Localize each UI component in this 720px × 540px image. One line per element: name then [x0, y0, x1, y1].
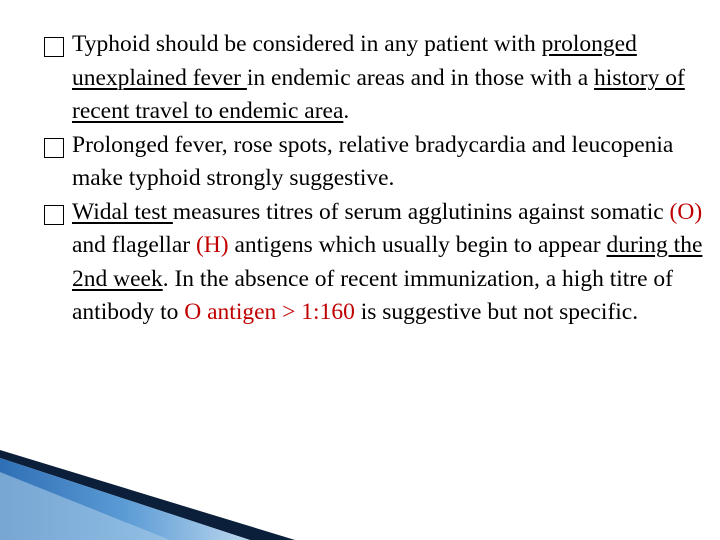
bullet-2-text [72, 132, 673, 192]
square-bullet-icon [44, 205, 64, 225]
underlined-phrase: Widal test [72, 198, 173, 225]
underlined-phrase: history of recent travel to endemic area [72, 64, 685, 124]
text-run: measures titres of serum agglutinins against somatic [172, 198, 670, 225]
bullet-item-3 [44, 196, 704, 330]
bullet-1-text [72, 31, 685, 124]
text-run: . [343, 98, 350, 124]
square-bullet-icon [44, 138, 64, 158]
text-run: in endemic areas and in those with a [246, 64, 595, 91]
red-highlight: O antigen > 1:160 [184, 299, 355, 325]
square-bullet-icon [44, 37, 64, 57]
text-run: Prolonged fever, rose spots, relative bradycardia and leucopenia make typhoid strongly suggestive. [72, 131, 674, 191]
text-run: . In the absence of recent immunization, a high titre of antibody to [72, 265, 674, 325]
bullet-item-1 [44, 28, 704, 129]
bullet-3-text [72, 199, 702, 326]
text-run: is suggestive but not specific. [354, 299, 639, 325]
underlined-phrase: prolonged unexplained fever [72, 31, 637, 91]
text-run: and flagellar [72, 232, 196, 258]
text-run: antigens which usually begin to appear [228, 232, 607, 258]
footer-swoosh-decoration [0, 450, 720, 540]
text-run: Typhoid should be considered in any patient with [72, 31, 542, 57]
bullet-item-2 [44, 129, 704, 196]
red-highlight: (O) [669, 198, 703, 225]
underlined-phrase: during the 2nd week [72, 232, 703, 292]
bullet-list [44, 28, 704, 330]
red-highlight: (H) [195, 232, 229, 258]
